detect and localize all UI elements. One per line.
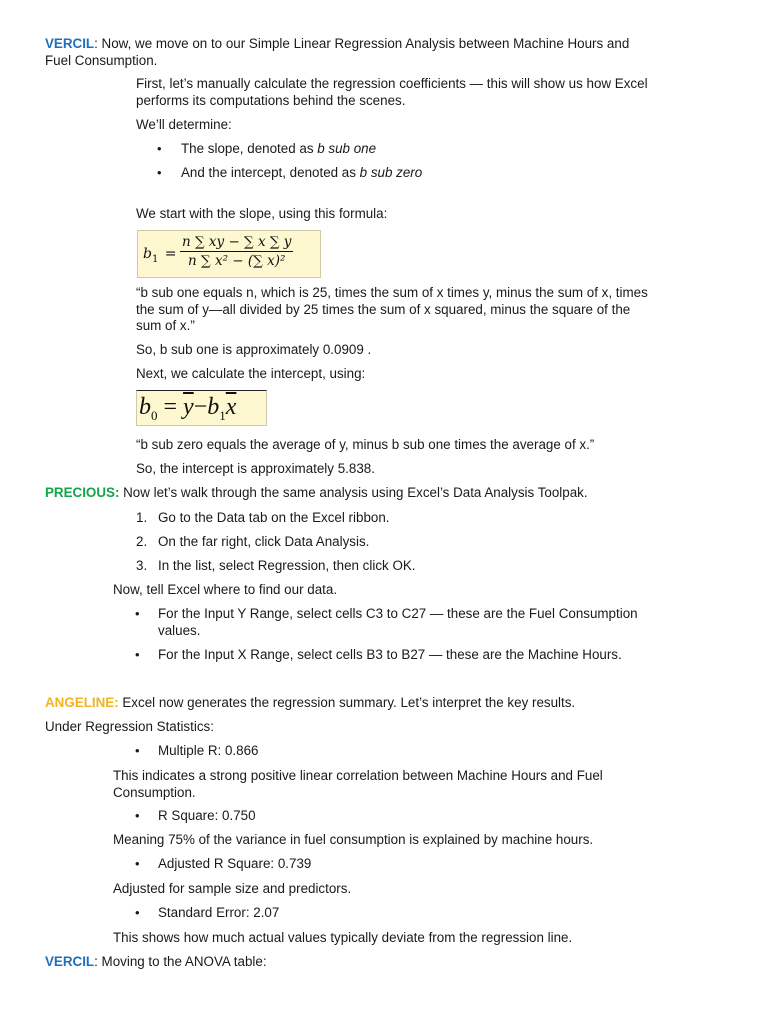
stat-standard-error: Standard Error: 2.07 bbox=[158, 905, 280, 920]
paragraph-tell-excel: Now, tell Excel where to find our data. bbox=[113, 582, 338, 597]
paragraph-intercept-result: So, the intercept is approximately 5.838. bbox=[136, 461, 375, 476]
slope-formula bbox=[137, 230, 321, 278]
stat-r-square: R Square: 0.750 bbox=[158, 808, 256, 823]
paragraph-slope-quote: “b sub one equals n, which is 25, times the sum of x times y, minus the sum of x, times the sum of y—all divided by 25 times the sum of x squared, minus the square of the sum of x.” bbox=[136, 285, 648, 333]
step-number: 1. bbox=[136, 510, 148, 525]
paragraph-r-square-explain: Meaning 75% of the variance in fuel consumption is explained by machine hours. bbox=[113, 832, 594, 847]
paragraph-intercept-quote: “b sub zero equals the average of y, minus b sub one times the average of x.” bbox=[136, 437, 595, 452]
paragraph-slope-formula-intro: We start with the slope, using this formula: bbox=[136, 206, 388, 221]
paragraph-adjusted-explain: Adjusted for sample size and predictors. bbox=[113, 881, 352, 896]
speaker-label: VERCIL bbox=[45, 954, 95, 969]
paragraph-first: First, let’s manually calculate the regression coefficients — this will show us how Excel performs its computations behind the scenes. bbox=[136, 76, 648, 108]
list-item-intercept: And the intercept, denoted as b sub zero bbox=[181, 165, 423, 180]
paragraph-intercept-intro: Next, we calculate the intercept, using: bbox=[136, 366, 366, 381]
formula-lhs: $b_1$ = bbox=[143, 246, 177, 265]
speaker-label: VERCIL bbox=[45, 36, 95, 51]
bullet: • bbox=[135, 647, 140, 662]
y-bar: $\overline{y}$ bbox=[183, 394, 194, 420]
step-item: On the far right, click Data Analysis. bbox=[158, 534, 370, 549]
list-item-x-range: For the Input X Range, select cells B3 to B27 — these are the Machine Hours. bbox=[158, 647, 622, 662]
step-number: 2. bbox=[136, 534, 148, 549]
stat-multiple-r: Multiple R: 0.866 bbox=[158, 743, 259, 758]
dialogue-vercil-intro: VERCIL: Now, we move on to our Simple Linear Regression Analysis between Machine Hours and Fuel Consumption. bbox=[45, 36, 630, 68]
paragraph-multiple-r-explain: This indicates a strong positive linear correlation between Machine Hours and Fuel Consumption. bbox=[113, 768, 603, 800]
formula-denominator: n ∑ x² − (∑ x)² bbox=[188, 253, 286, 269]
bullet: • bbox=[135, 856, 140, 871]
formula-numerator: n ∑ xy − ∑ x ∑ y bbox=[182, 234, 292, 250]
paragraph-regression-stats: Under Regression Statistics: bbox=[45, 719, 214, 734]
step-item: In the list, select Regression, then click OK. bbox=[158, 558, 416, 573]
paragraph-slope-result: So, b sub one is approximately 0.0909 . bbox=[136, 342, 372, 357]
dialogue-vercil-anova: VERCIL: Moving to the ANOVA table: bbox=[45, 954, 267, 969]
x-bar: $\overline{x}$ bbox=[225, 394, 237, 420]
paragraph-standard-error-explain: This shows how much actual values typically deviate from the regression line. bbox=[113, 930, 573, 945]
step-number: 3. bbox=[136, 558, 148, 573]
bullet: • bbox=[135, 905, 140, 920]
speaker-label: ANGELINE: bbox=[45, 695, 119, 710]
intercept-formula: $b_0 = \overline{y}-b_1\overline{x}$ bbox=[136, 390, 267, 426]
stat-adjusted-r-square: Adjusted R Square: 0.739 bbox=[158, 856, 312, 871]
bullet: • bbox=[157, 165, 162, 180]
bullet: • bbox=[157, 141, 162, 156]
dialogue-precious: PRECIOUS: Now let’s walk through the same analysis using Excel’s Data Analysis Toolpak. bbox=[45, 485, 588, 500]
list-item-slope: The slope, denoted as b sub one bbox=[181, 141, 377, 156]
list-item-y-range: For the Input Y Range, select cells C3 to C27 — these are the Fuel Consumption values. bbox=[158, 606, 638, 638]
dialogue-angeline: ANGELINE: Excel now generates the regression summary. Let’s interpret the key results. bbox=[45, 695, 576, 710]
formula-fraction bbox=[180, 234, 293, 269]
bullet: • bbox=[135, 606, 140, 621]
step-item: Go to the Data tab on the Excel ribbon. bbox=[158, 510, 390, 525]
paragraph-determine: We’ll determine: bbox=[136, 117, 232, 132]
speaker-label: PRECIOUS: bbox=[45, 485, 120, 500]
bullet: • bbox=[135, 743, 140, 758]
bullet: • bbox=[135, 808, 140, 823]
